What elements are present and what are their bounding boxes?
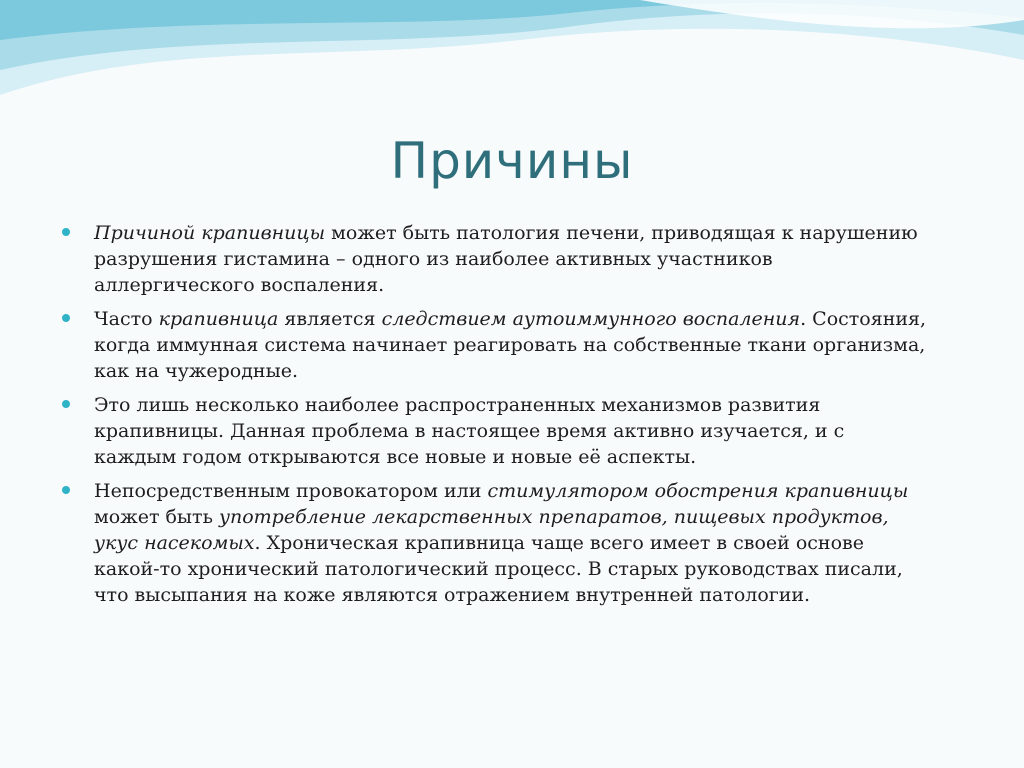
- bullet-dot-icon: [62, 228, 70, 236]
- slide-title: Причины: [390, 132, 634, 190]
- bullet-list: [62, 220, 932, 616]
- list-item: Непосредственным провокатором или стимулятором обострения крапивницы может быть употребление лекарственных препаратов, пищевых продуктов, укус насекомых. Хроническая крапивница чаще всего имеет в своей основе какой-то хронический патологический процесс. В старых руководствах писали, что высыпания на коже являются отражением внутренней патологии.: [62, 478, 932, 608]
- list-item: Причиной крапивницы может быть патология печени, приводящая к нарушению разрушения гистамина – одного из наиболее активных участников аллергического воспаления.: [62, 220, 932, 298]
- decorative-wave-header: [0, 0, 1024, 150]
- bullet-dot-icon: [62, 400, 70, 408]
- bullet-dot-icon: [62, 314, 70, 322]
- list-item: Часто крапивница является следствием аутоиммунного воспаления. Состояния, когда иммунная система начинает реагировать на собственные ткани организма, как на чужеродные.: [62, 306, 932, 384]
- list-item: Это лишь несколько наиболее распространенных механизмов развития крапивницы. Данная проблема в настоящее время активно изучается, и с каждым годом открываются все новые и новые её аспекты.: [62, 392, 932, 470]
- bullet-dot-icon: [62, 486, 70, 494]
